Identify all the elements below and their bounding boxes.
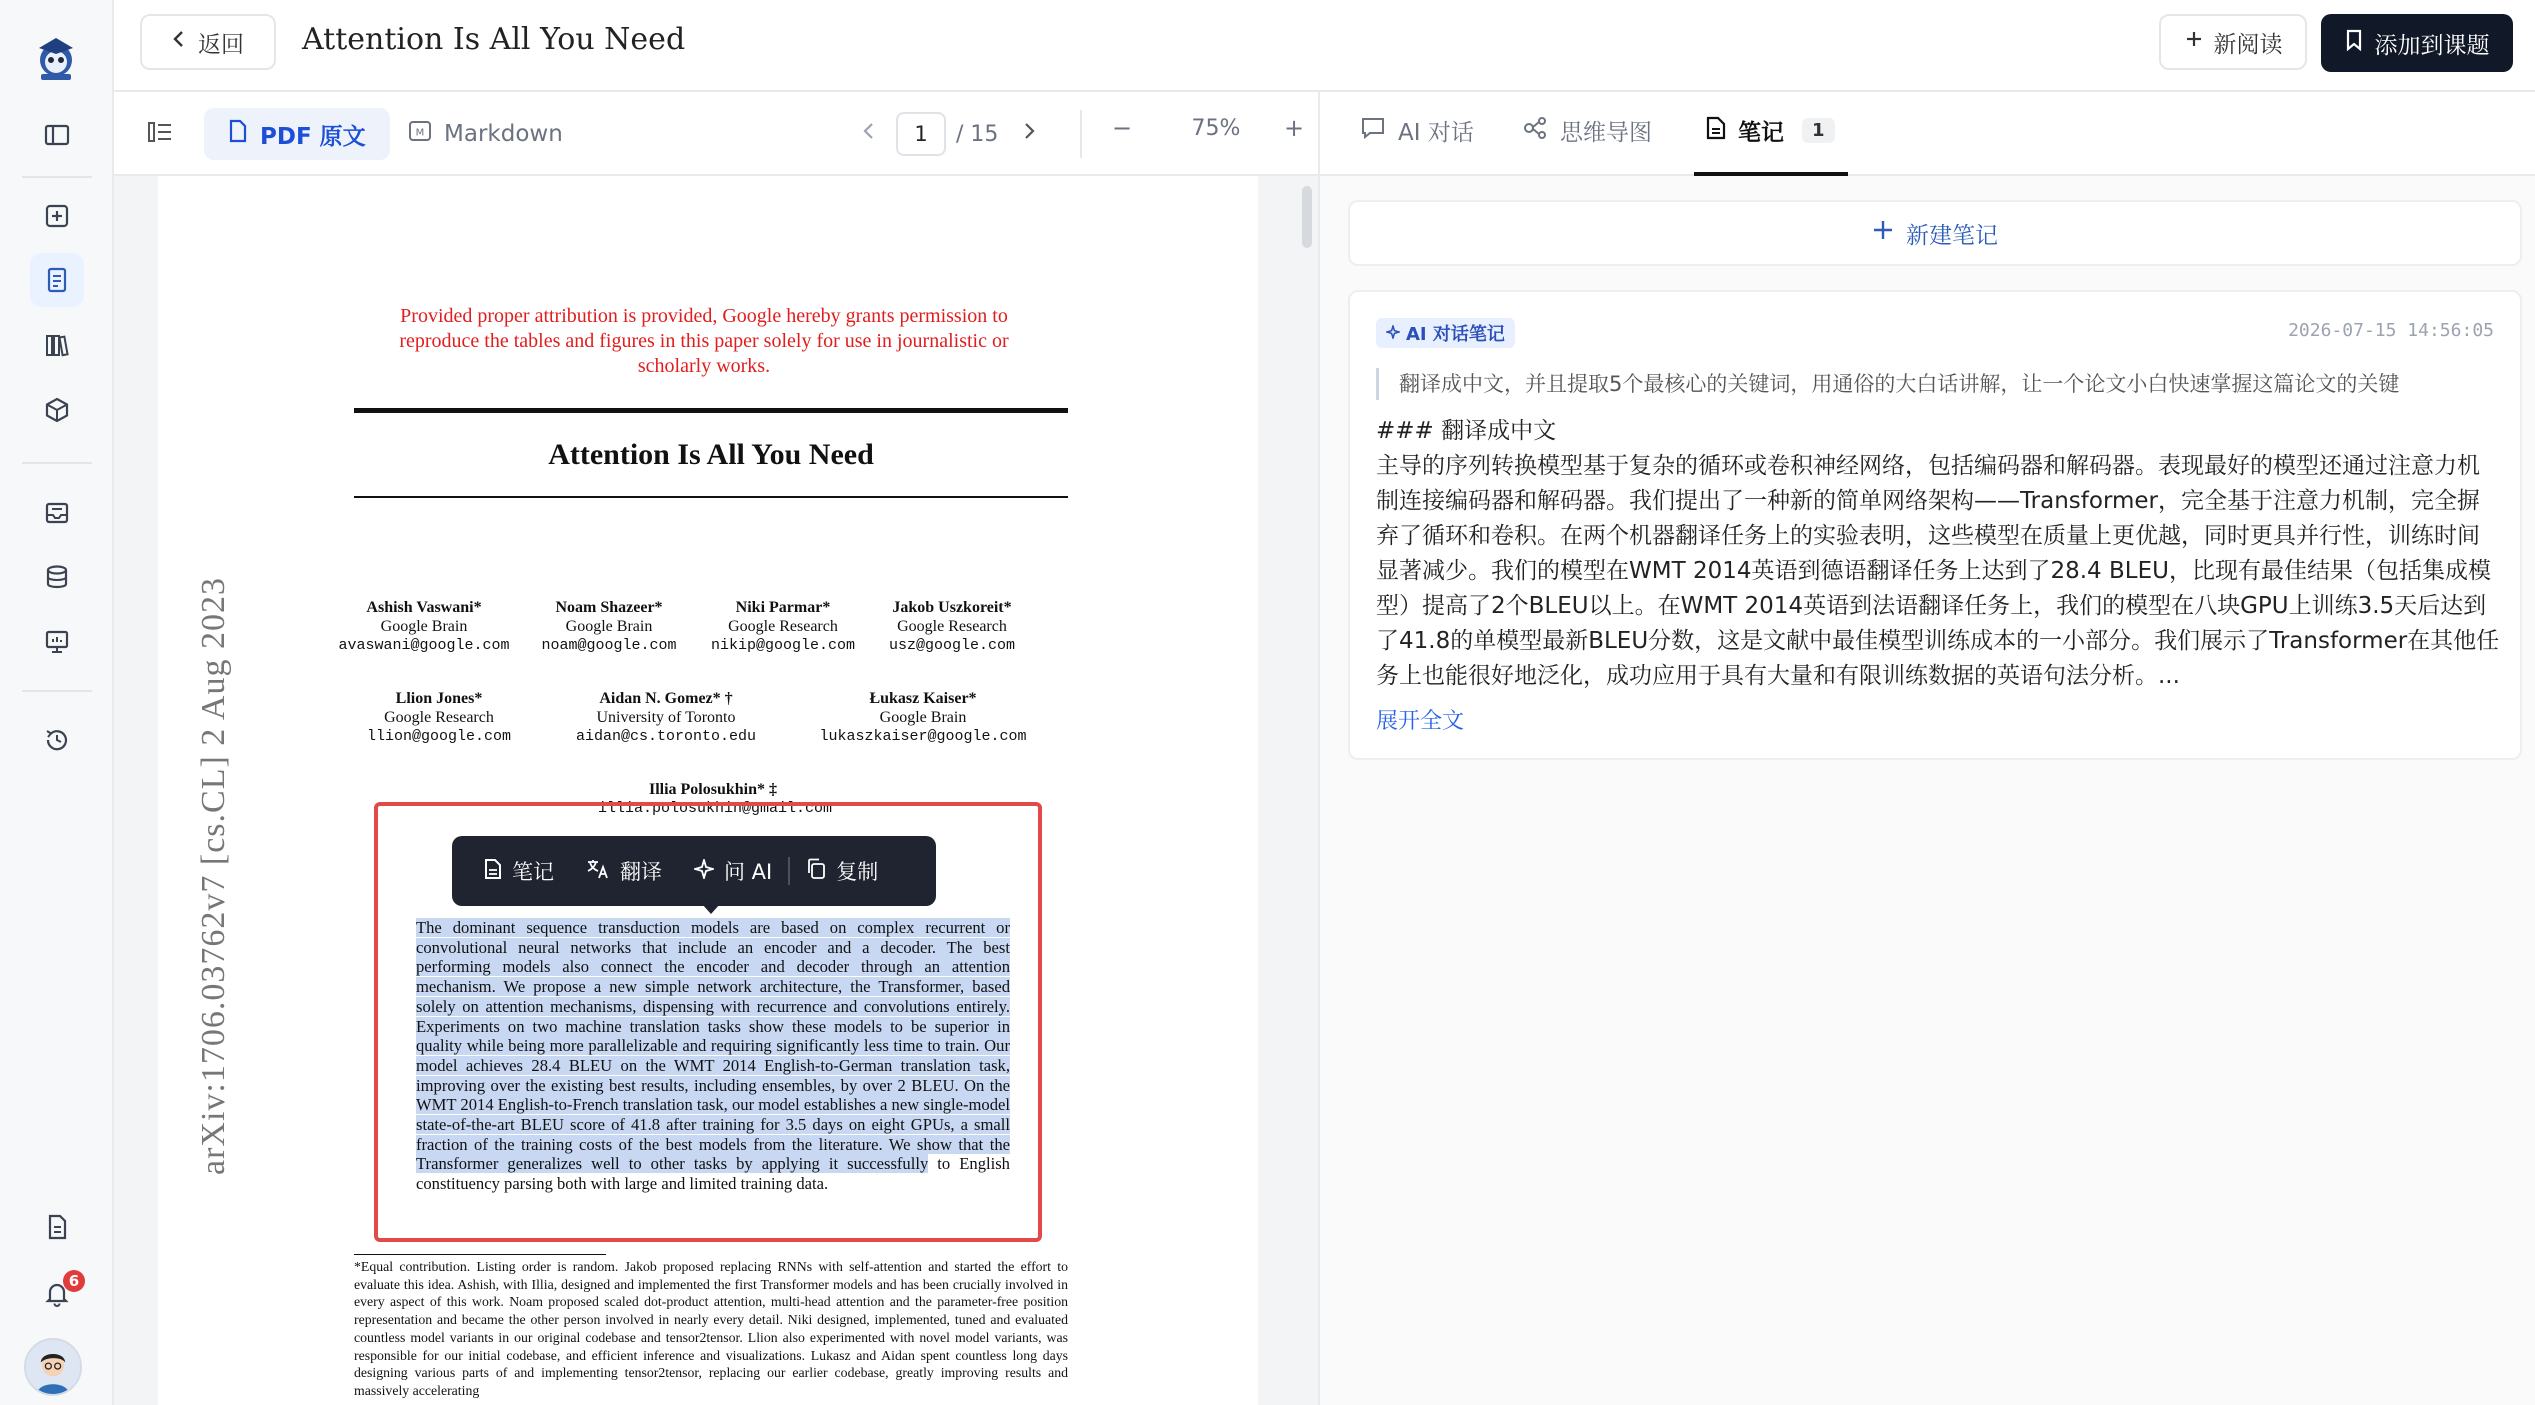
ask-ai-button[interactable] (678, 856, 788, 886)
file-icon (228, 119, 248, 149)
author-email: nikip@google.com (710, 637, 856, 654)
author-block (354, 689, 524, 746)
tab-ai-chat-label: AI 对话 (1398, 120, 1474, 146)
note-prompt-quote: 翻译成中文，并且提取5个最核心的关键词，用通俗的大白话讲解，让一个论文小白快速掌握这篇论文的关键 (1376, 368, 2496, 400)
back-button[interactable] (140, 14, 276, 70)
author-email: avaswani@google.com (338, 637, 510, 654)
tab-notes[interactable] (1706, 114, 1835, 147)
tab-pdf-original[interactable] (204, 108, 390, 160)
tab-pdf-label: PDF 原文 (260, 123, 366, 150)
new-note-button[interactable] (1348, 200, 2522, 266)
copy-icon (806, 858, 826, 885)
tab-notes-label: 笔记 (1738, 120, 1784, 146)
author-block (568, 689, 764, 746)
expand-note-link[interactable]: 展开全文 (1376, 709, 1465, 734)
author-block (334, 598, 514, 655)
zoom-in-button[interactable]: + (1284, 114, 1305, 142)
zoom-level: 75% (1191, 115, 1241, 141)
author-email: usz@google.com (888, 637, 1016, 654)
cube-icon[interactable] (30, 383, 84, 437)
notes-icon (1706, 116, 1726, 146)
add-topic-label: 添加到课题 (2374, 32, 2490, 59)
author-org: Google Brain (879, 709, 967, 726)
pdf-viewer[interactable] (114, 176, 1318, 1405)
sidebar-toggle-icon[interactable] (30, 108, 84, 162)
rail-divider (22, 176, 92, 178)
note-type-label: AI 对话笔记 (1406, 324, 1505, 345)
new-read-button[interactable] (2159, 14, 2307, 70)
tab-markdown-label: Markdown (444, 121, 563, 147)
popup-pointer (702, 904, 720, 914)
page-total: / 15 (956, 121, 999, 147)
mindmap-icon (1522, 115, 1548, 147)
author-name: Aidan N. Gomez* † (599, 690, 733, 707)
database-icon[interactable] (30, 550, 84, 604)
author-email: illia.polosukhin@gmail.com (598, 800, 833, 817)
author-name: Jakob Uszkoreit* (892, 599, 1012, 616)
note-card[interactable] (1348, 290, 2522, 760)
presentation-icon[interactable] (30, 614, 84, 668)
add-to-topic-button[interactable] (2321, 14, 2513, 72)
author-org: Google Brain (565, 618, 653, 635)
pdf-toolbar (114, 92, 1318, 176)
footnote-text: *Equal contribution. Listing order is random. Jakob proposed replacing RNNs with self-attention and started the effort to evaluate this idea. Ashish, with Illia, designed and implemented the first Transformer models and has been crucially involved in every aspect of this work. Noam proposed scaled dot-product attention, multi-head attention and the parameter-free position representation and became the other person involved in nearly every detail. Niki designed, implemented, tuned and evaluated countless model variants in our original codebase and tensor2tensor. Llion also experimented with novel model variants, was responsible for our initial codebase, and efficient inference and visualizations. Lukasz and Aidan spent countless long days designing various parts of and implementing tensor2tensor, replacing our earlier codebase, greatly improving results and massively accelerating (354, 1259, 1068, 1398)
author-name: Noam Shazeer* (555, 599, 663, 616)
author-email: noam@google.com (541, 637, 677, 654)
outline-toggle-icon[interactable] (146, 118, 174, 150)
author-email: llion@google.com (366, 728, 512, 745)
user-avatar[interactable] (24, 1338, 82, 1396)
abstract-selected-text[interactable]: The dominant sequence transduction models are based on complex recurrent or convolutional neural networks that include an encoder and a decoder. The best performing models also connect the encoder and decoder through an attention mechanism. We propose a new simple network architecture, the Transformer, based solely on attention mechanisms, dispensing with recurrence and convolutions entirely. Experiments on two machine translation tasks show these models to be superior in quality while being more parallelizable and requiring significantly less time to train. Our model achieves 28.4 BLEU on the WMT 2014 English-to-German translation task, improving over the existing best results, including ensembles, by over 2 BLEU. On the WMT 2014 English-to-French translation task, our model establishes a new single-model state-of-the-art BLEU score of 41.8 after training for 3.5 days on eight GPUs, a small fraction of the training costs of the best models from the literature. We show that the Transformer generalizes well to other tasks by applying it successfully (416, 918, 1010, 1174)
author-name: Ashish Vaswani* (366, 599, 482, 616)
rail-divider (22, 462, 92, 464)
ask-ai-label: 问 AI (724, 860, 773, 884)
page-number-input[interactable]: 1 (896, 112, 946, 156)
new-note-label: 新建笔记 (1906, 222, 1998, 249)
translate-button[interactable] (570, 856, 678, 886)
pdf-page[interactable] (158, 176, 1258, 1405)
notification-badge: 6 (63, 1270, 85, 1292)
tab-mindmap-label: 思维导图 (1560, 120, 1652, 146)
notes-count-badge: 1 (1802, 118, 1835, 143)
note-icon (484, 858, 502, 885)
markdown-icon (408, 119, 432, 149)
title-rule-top (354, 408, 1068, 413)
author-block (698, 598, 868, 655)
attribution-notice: Provided proper attribution is provided, Google hereby grants permission to reproduce the tables and figures in this paper solely for use in journalistic or scholarly works. (399, 305, 1009, 377)
selection-toolbar (452, 836, 936, 906)
add-icon[interactable] (30, 189, 84, 243)
chat-bubble-icon (1360, 116, 1386, 146)
sparkle-icon (1386, 323, 1400, 344)
abstract-rest-text: to English constituency parsing both with large and limited training data. (416, 1154, 1010, 1194)
author-name: Łukasz Kaiser* (869, 690, 977, 707)
prev-page-icon[interactable] (862, 121, 876, 147)
note-button[interactable] (468, 856, 570, 886)
author-org: Google Brain (380, 618, 468, 635)
author-email: lukaszkaiser@google.com (819, 728, 1027, 745)
author-name: Niki Parmar* (735, 599, 831, 616)
author-org: University of Toronto (596, 709, 736, 726)
tab-markdown[interactable] (384, 108, 587, 160)
inbox-icon[interactable] (30, 486, 84, 540)
library-icon[interactable] (30, 318, 84, 372)
zoom-controls (1112, 114, 1304, 142)
svg-text:M: M (415, 127, 425, 139)
document-title: Attention Is All You Need (302, 22, 686, 57)
bookmark-icon (2345, 29, 2363, 57)
side-panel (1318, 92, 2535, 1405)
plus-icon (2184, 29, 2204, 55)
back-label: 返回 (198, 31, 244, 58)
author-block (524, 598, 694, 655)
abstract-text[interactable] (416, 918, 1010, 1194)
note-content (1376, 414, 2500, 694)
rail-divider (22, 690, 92, 692)
author-org: Google Research (728, 618, 838, 635)
new-read-label: 新阅读 (2213, 31, 2283, 58)
copy-label: 复制 (836, 860, 879, 884)
active-tab-indicator (1694, 172, 1848, 176)
title-rule-bottom (354, 496, 1068, 498)
history-icon[interactable] (30, 713, 84, 767)
top-bar (114, 0, 2535, 92)
author-block (808, 689, 1038, 746)
pdf-scrollbar[interactable] (1302, 186, 1312, 248)
footnote-rule (354, 1254, 606, 1255)
toolbar-divider (1080, 110, 1082, 158)
author-org: Google Research (897, 618, 1007, 635)
author-org: Google Research (384, 709, 494, 726)
side-panel-tabs (1320, 92, 2535, 176)
reader-icon[interactable] (30, 253, 84, 307)
arxiv-stamp (184, 556, 244, 1196)
left-rail (0, 0, 114, 1405)
note-label: 笔记 (512, 860, 554, 884)
note-type-badge (1376, 318, 1515, 348)
tab-mindmap[interactable] (1522, 114, 1652, 147)
page-navigator (862, 112, 1036, 156)
author-block (872, 598, 1032, 655)
arxiv-id: arXiv:1706.03762v7 [cs.CL] 2 Aug 2023 (195, 577, 232, 1175)
document-icon[interactable] (30, 1200, 84, 1254)
paper-title: Attention Is All You Need (548, 438, 874, 471)
author-email: aidan@cs.toronto.edu (575, 728, 757, 745)
logo-icon[interactable] (27, 30, 85, 88)
copy-button[interactable] (790, 856, 894, 886)
plus-icon (1872, 219, 1894, 247)
zoom-out-button[interactable]: − (1112, 114, 1133, 142)
translate-icon (586, 858, 610, 885)
sparkle-icon (694, 859, 714, 884)
note-heading: ### 翻译成中文 (1376, 418, 1557, 444)
note-timestamp: 2026-07-15 14:56:05 (2288, 320, 2494, 341)
next-page-icon[interactable] (1022, 121, 1036, 147)
tab-ai-chat[interactable] (1360, 114, 1474, 147)
translate-label: 翻译 (620, 860, 662, 884)
chevron-left-icon (172, 29, 186, 55)
author-name: Illia Polosukhin* ‡ (648, 781, 778, 798)
author-name: Llion Jones* (395, 690, 483, 707)
note-body-text: 主导的序列转换模型基于复杂的循环或卷积神经网络，包括编码器和解码器。表现最好的模型还通过注意力机制连接编码器和解码器。我们提出了一种新的简单网络架构——Transformer，完全基于注意力机制，完全摒弃了循环和卷积。在两个机器翻译任务上的实验表明，这些模型在质量上更优越，同时更具并行性，训练时间显著减少。我们的模型在WMT 2014英语到德语翻译任务上达到了28.4 BLEU，比现有最佳结果（包括集成模型）提高了2个BLEU以上。在WMT 2014英语到法语翻译任务上，我们的模型在八块GPU上训练3.5天后达到了41.8的单模型最新BLEU分数，这是文献中最佳模型训练成本的一小部分。我们展示了Transformer在其他任务上也能很好地泛化，成功应用于具有大量和有限训练数据的英语句法分析。... (1376, 453, 2500, 689)
